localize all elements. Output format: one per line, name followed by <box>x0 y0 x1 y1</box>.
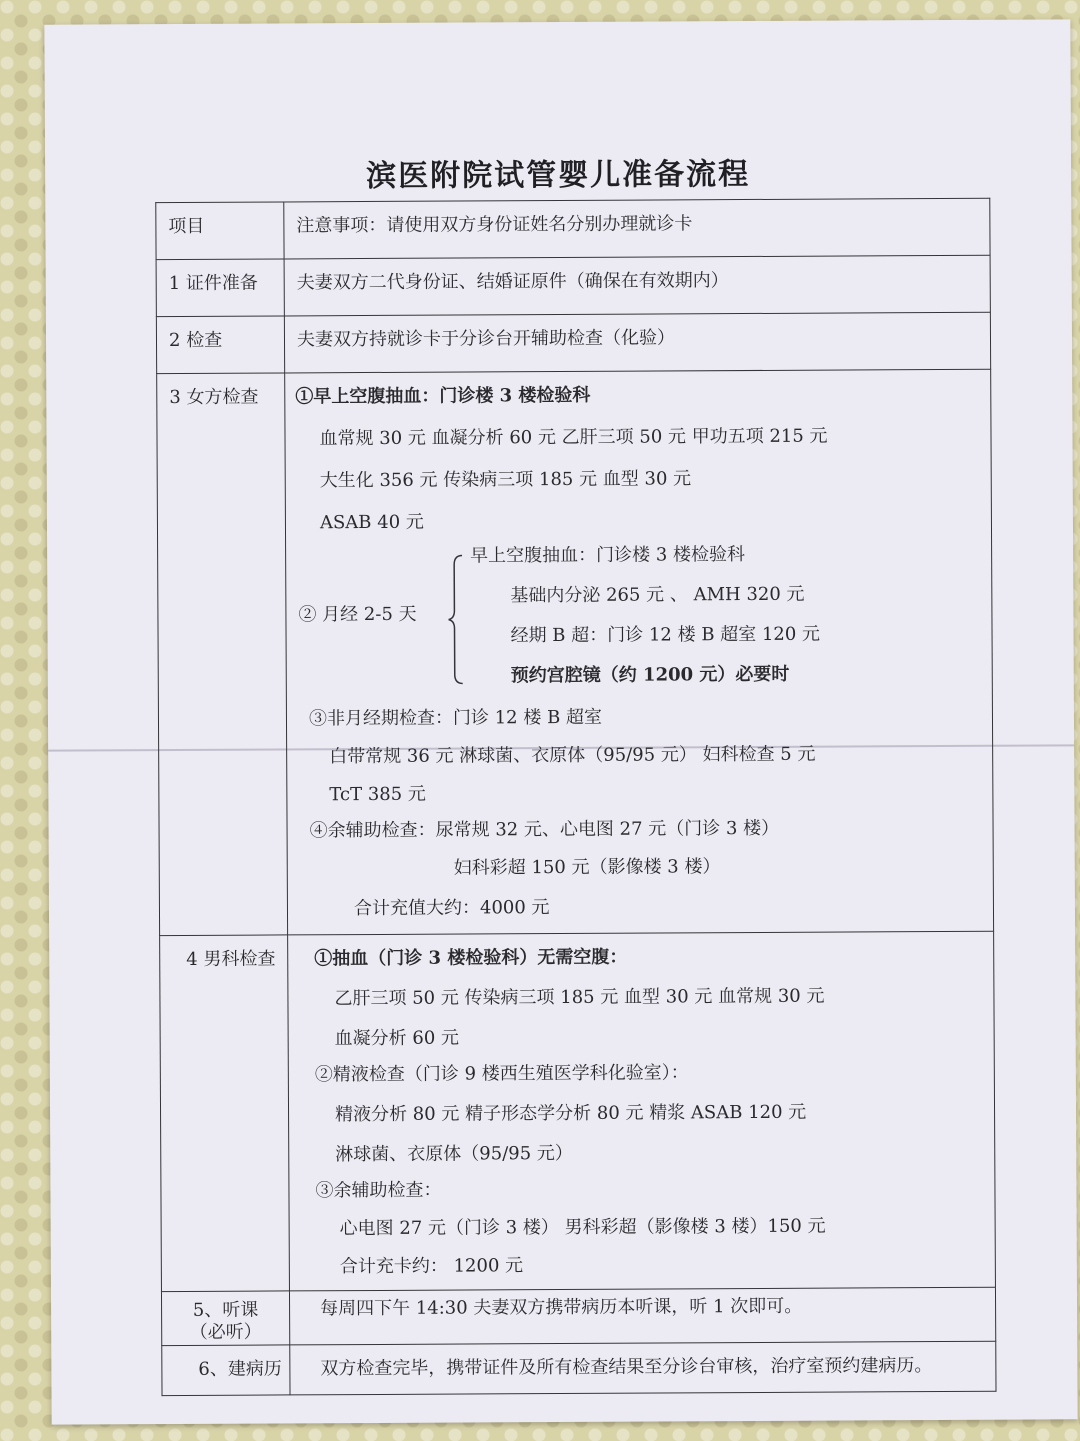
row4-section2-title: ②精液检查（门诊 9 楼西生殖医学科化验室）： <box>314 1062 689 1086</box>
row3-total: 合计充值大约：4000 元 <box>353 897 550 920</box>
row3-section1-line1: 血常规 30 元 血凝分析 60 元 乙肝三项 50 元 甲功五项 215 元 <box>319 425 828 450</box>
row4-section2-line2: 淋球菌、衣原体（95/95 元） <box>335 1142 573 1166</box>
row3-section1-title: ①早上空腹抽血：门诊楼 3 楼检验科 <box>295 384 591 408</box>
document-paper <box>44 19 1077 1424</box>
row4-section3-title: ③余辅助检查： <box>315 1179 442 1202</box>
row3-section4-line1: ④余辅助检查：尿常规 32 元、心电图 27 元（门诊 3 楼） <box>309 817 780 842</box>
row4-section3-line1: 心电图 27 元（门诊 3 楼） 男科彩超（影像楼 3 楼）150 元 <box>339 1215 826 1240</box>
row3-section2-label: ② 月经 2-5 天 <box>298 603 417 626</box>
row3-section3-line2: TcT 385 元 <box>329 783 426 806</box>
row6-label: 6、建病历 <box>198 1358 282 1380</box>
row3-section1-line2: 大生化 356 元 传染病三项 185 元 血型 30 元 <box>319 468 692 492</box>
row4-section1-line1: 乙肝三项 50 元 传染病三项 185 元 血型 30 元 血常规 30 元 <box>334 985 825 1010</box>
row3-section3-line1: 白带常规 36 元 淋球菌、衣原体（95/95 元） 妇科检查 5 元 <box>329 743 816 768</box>
table-row <box>162 1341 996 1395</box>
row3-section1-line3: ASAB 40 元 <box>319 511 424 534</box>
table-row <box>156 255 990 316</box>
table-row <box>157 369 994 935</box>
row4-label: 4 男科检查 <box>186 948 276 970</box>
row3-section2-line3: 经期 B 超：门诊 12 楼 B 超室 120 元 <box>510 623 821 647</box>
row5-label-line2: （必听） <box>189 1321 262 1343</box>
procedure-table <box>155 198 996 1396</box>
table-row <box>161 1287 995 1345</box>
table-row <box>156 312 990 373</box>
row3-section2-line2: 基础内分泌 265 元 、 AMH 320 元 <box>510 583 805 607</box>
row4-section1-line2: 血凝分析 60 元 <box>334 1027 460 1050</box>
row1-label: 1 证件准备 <box>168 272 258 295</box>
header-item-label: 项目 <box>168 215 205 238</box>
row2-content: 夫妻双方持就诊卡于分诊台开辅助检查（化验） <box>296 327 676 351</box>
row3-section2-line4: 预约宫腔镜（约 1200 元）必要时 <box>510 663 790 687</box>
row5-content: 每周四下午 14:30 夫妻双方携带病历本听课，听 1 次即可。 <box>320 1295 803 1320</box>
curly-brace-icon <box>448 555 463 685</box>
table-header-row <box>156 198 990 259</box>
row5-label-line1: 5、听课 <box>192 1299 259 1321</box>
row6-content: 双方检查完毕，携带证件及所有检查结果至分诊台审核，治疗室预约建病历。 <box>320 1355 933 1380</box>
row3-section3-title: ③非月经期检查：门诊 12 楼 B 超室 <box>308 706 603 730</box>
row4-section2-line1: 精液分析 80 元 精子形态学分析 80 元 精浆 ASAB 120 元 <box>334 1101 807 1126</box>
header-note: 注意事项：请使用双方身份证姓名分别办理就诊卡 <box>296 213 693 237</box>
row4-total: 合计充卡约： 1200 元 <box>339 1255 524 1278</box>
row3-section4-line2: 妇科彩超 150 元（影像楼 3 楼） <box>453 856 721 879</box>
row1-content: 夫妻双方二代身份证、结婚证原件（确保在有效期内） <box>296 270 729 294</box>
row3-section2 <box>298 544 992 708</box>
table-row <box>160 931 996 1291</box>
row5-label <box>162 1295 289 1344</box>
row3-label: 3 女方检查 <box>169 386 259 409</box>
row4-section1-title: ①抽血（门诊 3 楼检验科）无需空腹： <box>314 946 628 970</box>
row2-label: 2 检查 <box>168 329 223 352</box>
row3-section2-line1: 早上空腹抽血：门诊楼 3 楼检验科 <box>470 544 746 567</box>
document-title: 滨医附院试管婴儿准备流程 <box>366 157 751 195</box>
